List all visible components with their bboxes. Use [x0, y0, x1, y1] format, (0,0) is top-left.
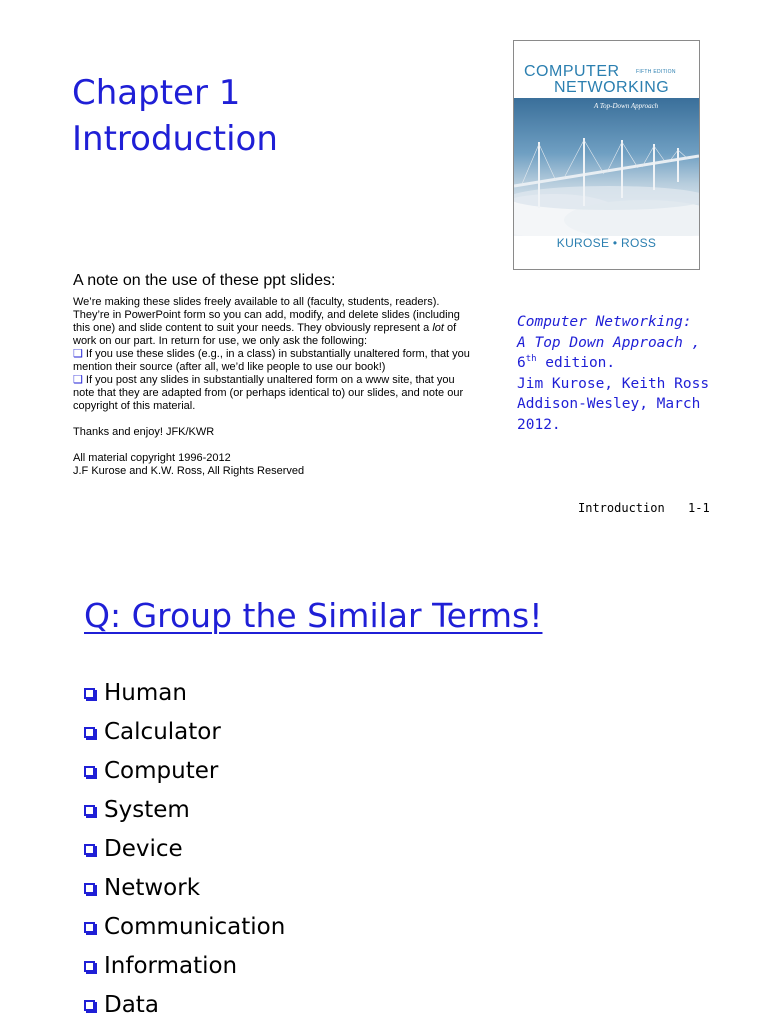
book-info-publisher: Addison-Wesley, March — [517, 396, 701, 412]
bullet-icon: ❑ — [73, 374, 83, 386]
cover-authors: KUROSE • ROSS — [556, 236, 657, 250]
cover-subtitle: A Top-Down Approach — [594, 102, 659, 110]
note-bullet-2: ❑ If you post any slides in substantially unaltered form on a www site, that you note that they are adapted from (or perhaps identical to) our slides, and note our copyright of this material. — [73, 374, 464, 412]
book-cover-image — [513, 40, 700, 270]
checkbox-bullet-icon — [84, 688, 95, 699]
bullet-icon: ❑ — [73, 348, 83, 360]
checkbox-bullet-icon — [84, 805, 95, 816]
list-item: Calculator — [84, 713, 285, 752]
footer-page-number: 1-1 — [688, 501, 710, 515]
copyright-line-2: J.F Kurose and K.W. Ross, All Rights Reserved — [73, 465, 305, 477]
book-info-subtitle: A Top Down Approach , — [517, 334, 701, 351]
cover-bridge-photo — [514, 98, 699, 236]
list-item: Computer — [84, 752, 285, 791]
book-info-authors: Jim Kurose, Keith Ross — [517, 375, 710, 392]
list-item: Communication — [84, 908, 285, 947]
checkbox-bullet-icon — [84, 766, 95, 777]
list-item: Network — [84, 869, 285, 908]
cover-edition-tag: FIFTH EDITION — [636, 69, 676, 75]
footer-section: Introduction — [578, 501, 665, 515]
copyright-line-1: All material copyright 1996-2012 — [73, 452, 231, 464]
checkbox-bullet-icon — [84, 1000, 95, 1011]
checkbox-bullet-icon — [84, 844, 95, 855]
note-bullet-1: ❑ If you use these slides (e.g., in a class) in substantially unaltered form, that you mention their source (after all, we’d like people to use our book!) — [73, 348, 470, 373]
checkbox-bullet-icon — [84, 922, 95, 933]
book-info-year: 2012. — [517, 416, 561, 433]
cover-title-line-2: NETWORKING — [554, 79, 670, 96]
slide-2 — [0, 560, 768, 1024]
list-item: Device — [84, 830, 285, 869]
book-info-title: Computer Networking: — [517, 314, 692, 330]
checkbox-bullet-icon — [84, 883, 95, 894]
book-info-edition: 6th edition. — [517, 354, 616, 371]
list-item: System — [84, 791, 285, 830]
list-item: Information — [84, 947, 285, 986]
terms-list — [84, 674, 285, 1025]
note-heading: A note on the use of these ppt slides: — [73, 272, 336, 289]
checkbox-bullet-icon — [84, 727, 95, 738]
note-emphasis: lot — [432, 322, 444, 334]
title-line-1: Chapter 1 — [72, 73, 241, 113]
list-item: Human — [84, 674, 285, 713]
checkbox-bullet-icon — [84, 961, 95, 972]
question-title: Q: Group the Similar Terms! — [84, 596, 543, 635]
slide-title — [72, 70, 278, 162]
list-item: Data — [84, 986, 285, 1025]
note-body — [73, 296, 473, 478]
title-line-2: Introduction — [72, 119, 278, 159]
thanks-text: Thanks and enjoy! JFK/KWR — [73, 426, 215, 438]
note-paragraph: We’re making these slides freely available to all (faculty, students, readers). They’re in PowerPoint form so you can add, modify, and delete slides (including this one) and slide content to suit your needs. They obviously represent a lot of work on our part. In return for use, we only ask the following: — [73, 296, 460, 347]
book-info — [517, 312, 737, 435]
cover-title-line-1: COMPUTER — [524, 63, 620, 80]
